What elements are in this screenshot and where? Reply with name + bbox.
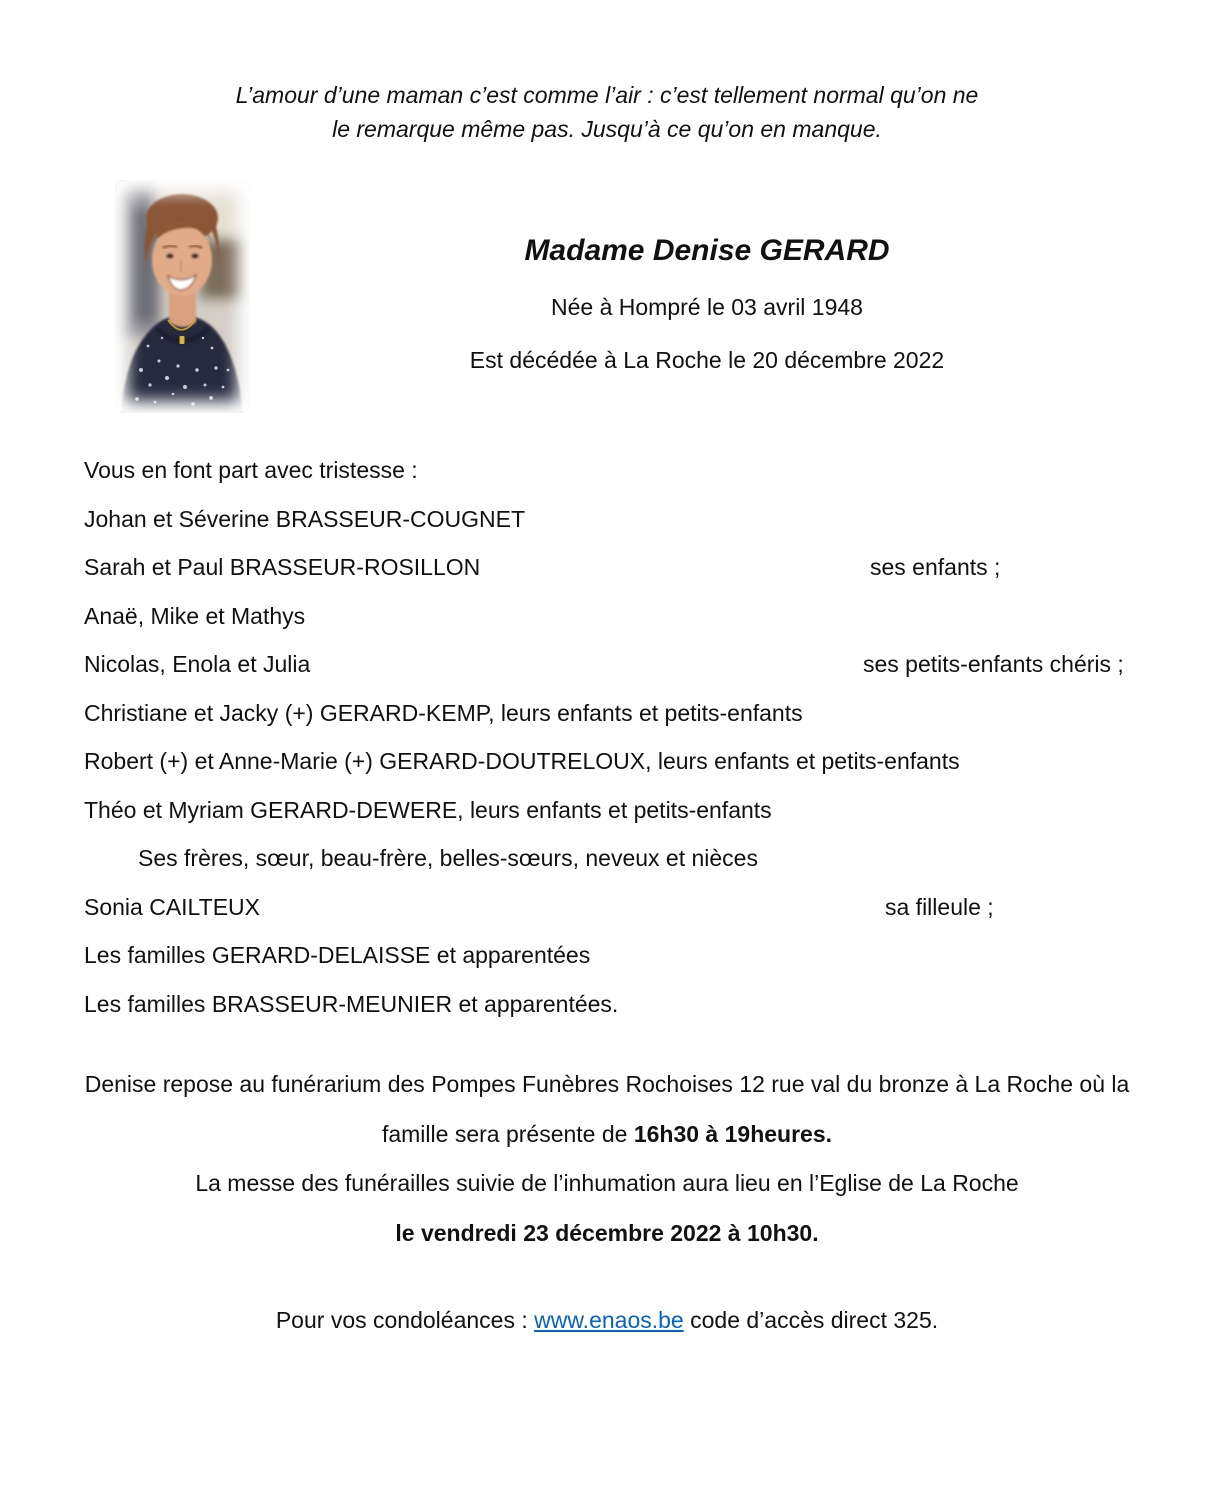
condolences-line <box>0 1303 1214 1337</box>
condolences-prefix: Pour vos condoléances : <box>275 1307 535 1333</box>
family-names: Anaë, Mike et Mathys <box>84 602 306 629</box>
family-row <box>84 980 1174 1029</box>
family-names: Sarah et Paul BRASSEUR-ROSILLON <box>84 554 481 580</box>
funeral-date-line: le vendredi 23 décembre 2022 à 10h30. <box>395 1219 819 1246</box>
family-announcement-list <box>84 446 1174 1028</box>
death-line: Est décédée à La Roche le 20 décembre 2022 <box>469 347 945 373</box>
mass-line: La messe des funérailles suivie de l’inhumation aura lieu en l’Eglise de La Roche <box>195 1170 1019 1196</box>
family-row <box>84 543 1174 592</box>
funeral-home-line: Denise repose au funérarium des Pompes Funèbres Rochoises 12 rue val du bronze à La Roche où la <box>84 1071 1130 1097</box>
family-names: Robert (+) et Anne-Marie (+) GERARD-DOUTRELOUX, leurs enfants et petits-enfants <box>84 748 960 774</box>
relation-label: ses petits-enfants chéris ; <box>863 651 1124 677</box>
family-row <box>84 737 1174 786</box>
family-names: Christiane et Jacky (+) GERARD-KEMP, leurs enfants et petits-enfants <box>84 699 803 726</box>
family-row <box>84 834 1174 883</box>
family-row <box>84 592 1174 641</box>
family-names: Les familles BRASSEUR-MEUNIER et apparentées. <box>84 990 619 1017</box>
family-names: Johan et Séverine BRASSEUR-COUGNET <box>84 505 525 532</box>
family-names: Théo et Myriam GERARD-DEWERE, leurs enfants et petits-enfants <box>84 796 772 823</box>
family-names: Ses frères, sœur, beau-frère, belles-sœurs, neveux et nièces <box>138 845 758 871</box>
deceased-name-title: Madame Denise GERARD <box>524 234 890 267</box>
family-names: Sonia CAILTEUX <box>84 893 260 920</box>
family-names: Les familles GERARD-DELAISSE et apparentées <box>84 942 591 968</box>
relation-label: ses enfants ; <box>870 554 1001 580</box>
announcement-intro: Vous en font part avec tristesse : <box>84 457 418 483</box>
visitation-hours-line: famille sera présente de 16h30 à 19heures. <box>381 1120 833 1147</box>
funeral-details <box>0 1060 1214 1258</box>
family-row <box>84 689 1174 738</box>
quote-line-1: L’amour d’une maman c’est comme l’air : c’est tellement normal qu’on ne <box>235 82 979 108</box>
family-row <box>84 640 1174 689</box>
family-row <box>84 495 1174 544</box>
family-row <box>84 786 1174 835</box>
condolences-suffix: code d’accès direct 325. <box>683 1307 939 1333</box>
visitation-hours: 16h30 à 19heures. <box>633 1120 833 1147</box>
quote-line-2: le remarque même pas. Jusqu’à ce qu’on en manque. <box>332 116 882 142</box>
memorial-quote <box>0 78 1214 146</box>
family-row <box>84 931 1174 980</box>
relation-label: sa filleule ; <box>885 893 994 920</box>
birth-line: Née à Hompré le 03 avril 1948 <box>551 294 863 320</box>
family-row <box>84 883 1174 932</box>
family-names: Nicolas, Enola et Julia <box>84 651 311 677</box>
condolences-link[interactable]: www.enaos.be <box>534 1307 684 1333</box>
